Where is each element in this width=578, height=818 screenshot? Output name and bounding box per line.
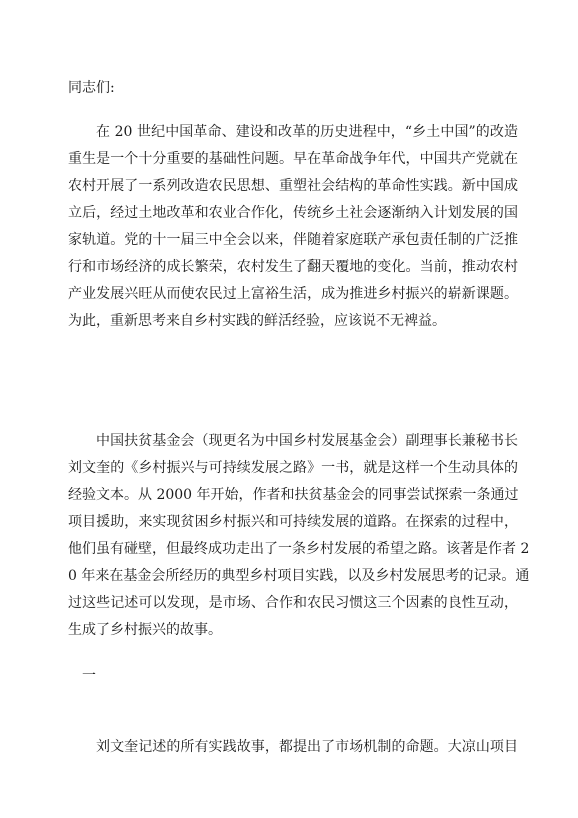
paragraph-2-line-1: 中国扶贫基金会（现更名为中国乡村发展基金会）副理事长兼秘书长 xyxy=(96,433,518,449)
paragraph-2-line-6: 0 年来在基金会所经历的典型乡村项目实践，以及乡村发展思考的记录。通 xyxy=(68,568,530,584)
section-number: 一 xyxy=(82,668,96,684)
salutation: 同志们: xyxy=(68,80,115,96)
paragraph-1-line-6: 行和市场经济的成长繁荣，农村发生了翻天覆地的变化。当前，推动农村 xyxy=(68,259,518,275)
paragraph-1-line-1: 在 20 世纪中国革命、建设和改革的历史进程中，“乡土中国”的改造 xyxy=(96,124,518,140)
paragraph-1-line-2: 重生是一个十分重要的基础性问题。早在革命战争年代，中国共产党就在 xyxy=(68,151,518,167)
paragraph-1-line-7: 产业发展兴旺从而使农民过上富裕生活，成为推进乡村振兴的崭新课题。 xyxy=(68,286,518,302)
paragraph-2-line-3: 经验文本。从 2000 年开始，作者和扶贫基金会的同事尝试探索一条通过 xyxy=(68,487,519,503)
paragraph-3-line-1: 刘文奎记述的所有实践故事，都提出了市场机制的命题。大凉山项目 xyxy=(96,739,518,755)
paragraph-2-line-4: 项目援助，来实现贫困乡村振兴和可持续发展的道路。在探索的过程中， xyxy=(68,514,518,530)
paragraph-2-line-2: 刘文奎的《乡村振兴与可持续发展之路》一书，就是这样一个生动具体的 xyxy=(68,460,518,476)
paragraph-2-line-5: 他们虽有碰壁，但最终成功走出了一条乡村发展的希望之路。该著是作者 2 xyxy=(68,541,530,557)
paragraph-1-line-3: 农村开展了一系列改造农民思想、重塑社会结构的革命性实践。新中国成 xyxy=(68,178,518,194)
paragraph-1-line-8: 为此，重新思考来自乡村实践的鲜活经验，应该说不无裨益。 xyxy=(68,313,446,329)
paragraph-1-line-5: 家轨道。党的十一届三中全会以来，伴随着家庭联产承包责任制的广泛推 xyxy=(68,232,518,248)
paragraph-2-line-7: 过这些记述可以发现，是市场、合作和农民习惯这三个因素的良性互动， xyxy=(68,595,518,611)
paragraph-1-line-4: 立后，经过土地改革和农业合作化，传统乡土社会逐渐纳入计划发展的国 xyxy=(68,205,518,221)
paragraph-2-line-8: 生成了乡村振兴的故事。 xyxy=(68,622,222,638)
